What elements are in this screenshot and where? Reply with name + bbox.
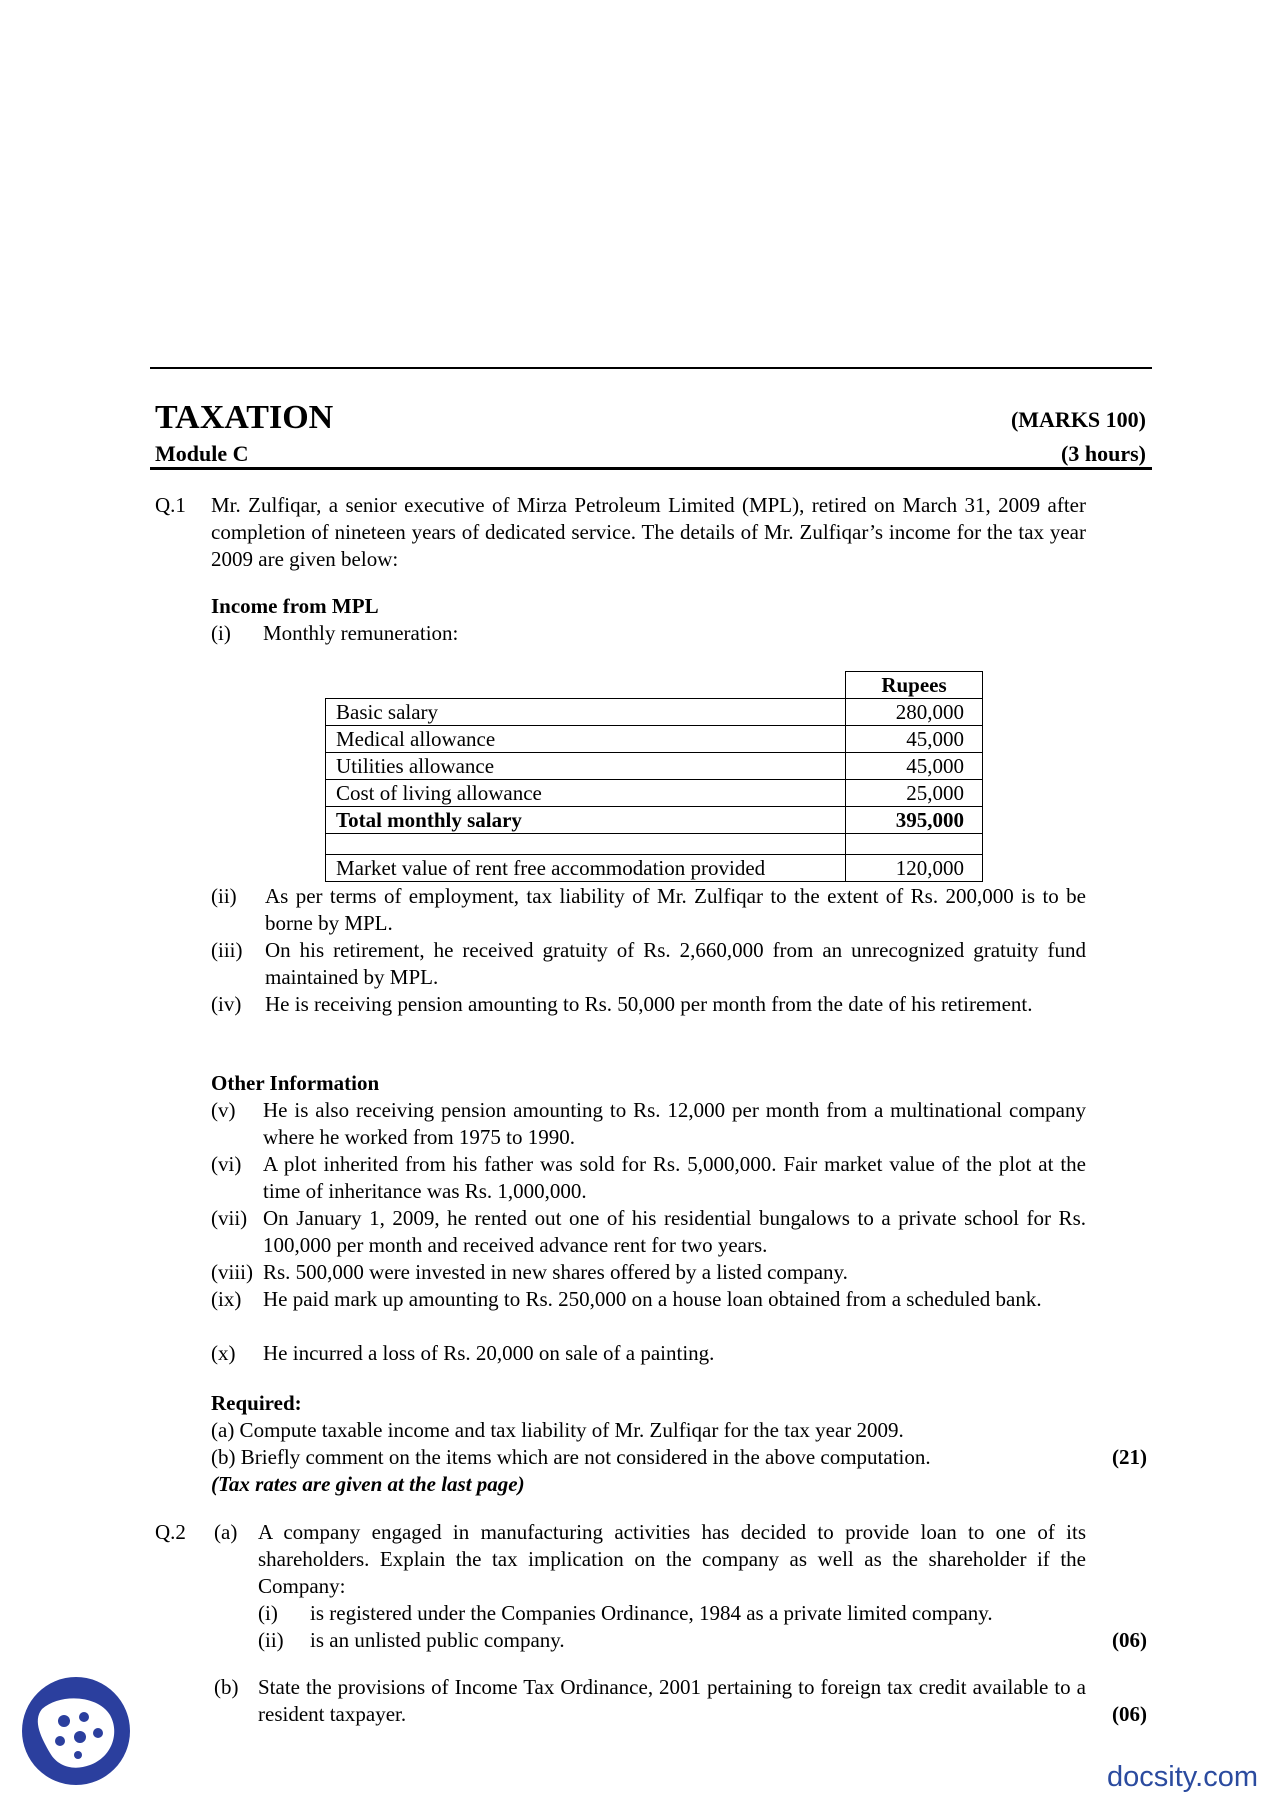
q2-part-a-text: A company engaged in manufacturing activities has decided to provide loan to one of its shareholders. Explain the tax implication on the company as well as the shareholder if the Company: xyxy=(258,1520,1086,1598)
item-i-text: Monthly remuneration: xyxy=(263,621,459,645)
item-i xyxy=(211,620,1086,647)
accommodation-label: Market value of rent free accommodation provided xyxy=(326,855,846,882)
remuneration-table xyxy=(325,671,983,882)
accommodation-value: 120,000 xyxy=(846,855,983,882)
header-rule xyxy=(150,467,1152,470)
question-1-number: Q.1 xyxy=(155,493,186,517)
item-i-number: (i) xyxy=(211,621,231,645)
module-label: Module C xyxy=(155,441,249,466)
q2-part-a-label: (a) xyxy=(214,1520,238,1544)
table-row xyxy=(326,753,983,780)
item-v: (v) He is also receiving pension amounting to Rs. 12,000 per month from a multinational company where he worked from 1975 to 1990. xyxy=(211,1098,1086,1149)
item-ii: (ii) As per terms of employment, tax liability of Mr. Zulfiqar to the extent of Rs. 200,000 is to be borne by MPL. xyxy=(211,884,1086,935)
docsity-watermark[interactable]: docsity.com xyxy=(1107,1761,1258,1793)
item-vii: (vii) On January 1, 2009, he rented out one of his residential bungalows to a private school for Rs. 100,000 per month and received advance rent for two years. xyxy=(211,1206,1086,1257)
other-info-heading: Other Information xyxy=(211,1071,380,1095)
total-label: Total monthly salary xyxy=(326,807,846,834)
question-2-number: Q.2 xyxy=(155,1520,186,1544)
table-row xyxy=(326,780,983,807)
row-label: Utilities allowance xyxy=(326,753,846,780)
total-value: 395,000 xyxy=(846,807,983,834)
q2-part-b-text: State the provisions of Income Tax Ordinance, 2001 pertaining to foreign tax credit available to a resident taxpayer. xyxy=(258,1675,1086,1726)
item-vi: (vi) A plot inherited from his father was sold for Rs. 5,000,000. Fair market value of the plot at the time of inheritance was Rs. 1,000,000. xyxy=(211,1152,1086,1203)
q2-part-b-label: (b) xyxy=(214,1675,239,1699)
q2-a-i-number: (i) xyxy=(258,1601,278,1625)
required-b: (b) Briefly comment on the items which are not considered in the above computation. xyxy=(211,1445,931,1469)
q2-a-i-text: is registered under the Companies Ordinance, 1984 as a private limited company. xyxy=(310,1601,993,1625)
total-marks: (MARKS 100) xyxy=(1010,407,1146,432)
row-label: Medical allowance xyxy=(326,726,846,753)
item-viii: (viii) Rs. 500,000 were invested in new shares offered by a listed company. xyxy=(211,1260,848,1284)
row-value: 25,000 xyxy=(846,780,983,807)
item-iii: (iii) On his retirement, he received gratuity of Rs. 2,660,000 from an unrecognized gratuity fund maintained by MPL. xyxy=(211,938,1086,989)
spacer-row xyxy=(326,834,983,855)
table-header-row xyxy=(326,672,983,699)
item-iv: (iv) He is receiving pension amounting to Rs. 50,000 per month from the date of his retirement. xyxy=(211,992,1033,1016)
row-label: Cost of living allowance xyxy=(326,780,846,807)
top-rule xyxy=(150,367,1152,369)
income-heading: Income from MPL xyxy=(211,594,379,618)
required-heading: Required: xyxy=(211,1391,302,1415)
q2-part-b-marks: (06) xyxy=(1112,1702,1147,1726)
row-value: 280,000 xyxy=(846,699,983,726)
row-value: 45,000 xyxy=(846,753,983,780)
rupees-header: Rupees xyxy=(846,672,983,699)
q2-a-ii-number: (ii) xyxy=(258,1628,284,1652)
total-row xyxy=(326,807,983,834)
docsity-logo-icon xyxy=(20,1675,132,1787)
q2-a-ii-text: is an unlisted public company. xyxy=(310,1628,565,1652)
row-label: Basic salary xyxy=(326,699,846,726)
duration-label: (3 hours) xyxy=(1061,441,1146,466)
question-1-marks: (21) xyxy=(1112,1445,1147,1469)
required-a: (a) Compute taxable income and tax liability of Mr. Zulfiqar for the tax year 2009. xyxy=(211,1418,904,1442)
row-value: 45,000 xyxy=(846,726,983,753)
q2-part-a-marks: (06) xyxy=(1112,1628,1147,1652)
item-ix: (ix) He paid mark up amounting to Rs. 250,000 on a house loan obtained from a scheduled bank. xyxy=(211,1287,1042,1311)
table-row xyxy=(326,726,983,753)
page-title: TAXATION xyxy=(155,399,334,436)
question-1-intro: Mr. Zulfiqar, a senior executive of Mirza Petroleum Limited (MPL), retired on March 31, 2009 after completion of nineteen years of dedicated service. The details of Mr. Zulfiqar’s income for the tax year 2009 are given below: xyxy=(211,493,1086,571)
table-row xyxy=(326,699,983,726)
item-x: (x) He incurred a loss of Rs. 20,000 on sale of a painting. xyxy=(211,1341,715,1365)
tax-rates-note: (Tax rates are given at the last page) xyxy=(211,1472,525,1496)
accommodation-row xyxy=(326,855,983,882)
